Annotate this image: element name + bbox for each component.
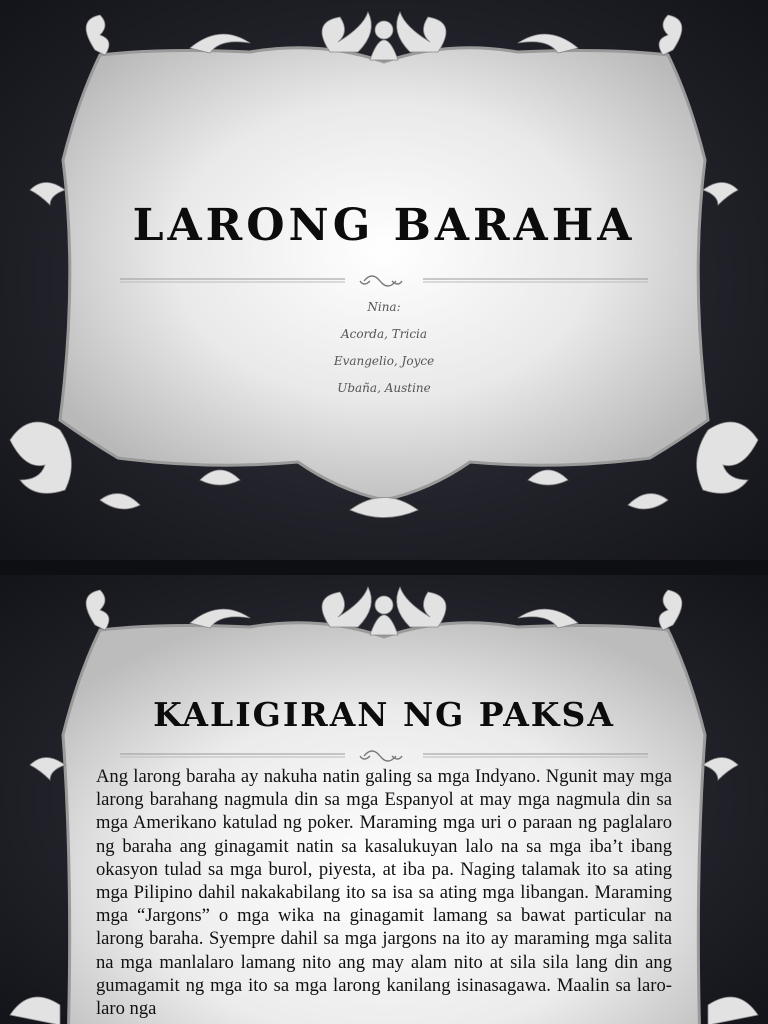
divider-flourish-icon [120,272,648,290]
slide-title: KALIGIRAN NG PAKSA [153,695,615,734]
credits-heading: Nina: [367,300,401,314]
slide-2[interactable] [0,575,768,1024]
author-name: Acorda, Tricia [340,327,428,341]
body-paragraph: Ang larong baraha ay nakuha natin galing sa mga Indyano. Ngunit may mga larong barahang nagmula din sa mga Espanyol at may mga nagmula din sa mga Amerikano katulad ng poker. Maraming mga uri o paraan ng paglalaro ng baraha ang ginagamit natin sa kasalukuyan lalo na sa mga iba’t ibang okasyon tulad sa mga burol, piyesta, at iba pa. Naging talamak ito sa ating mga Pilipino dahil nakakabilang ito sa isa sa ating mga libangan. Maraming mga “Jargons” o mga wika na ginagamit lamang sa bawat particular na larong baraha. Syempre dahil sa mga jargons na ito ay maraming mga salita na mga manlalaro lamang nito ang may alam nito at sila sila lang din ang gumagamit ng mga ito sa mga larong kanilang isinasagawa. Maalin sa laro-laro nga [96,766,672,1020]
slide-title: LARONG BARAHA [132,200,636,251]
slide-separator [0,560,768,575]
divider-flourish-icon [120,747,648,765]
author-name: Evangelio, Joyce [333,354,435,368]
author-name: Ubaña, Austine [337,381,431,395]
author-credits [0,300,768,408]
